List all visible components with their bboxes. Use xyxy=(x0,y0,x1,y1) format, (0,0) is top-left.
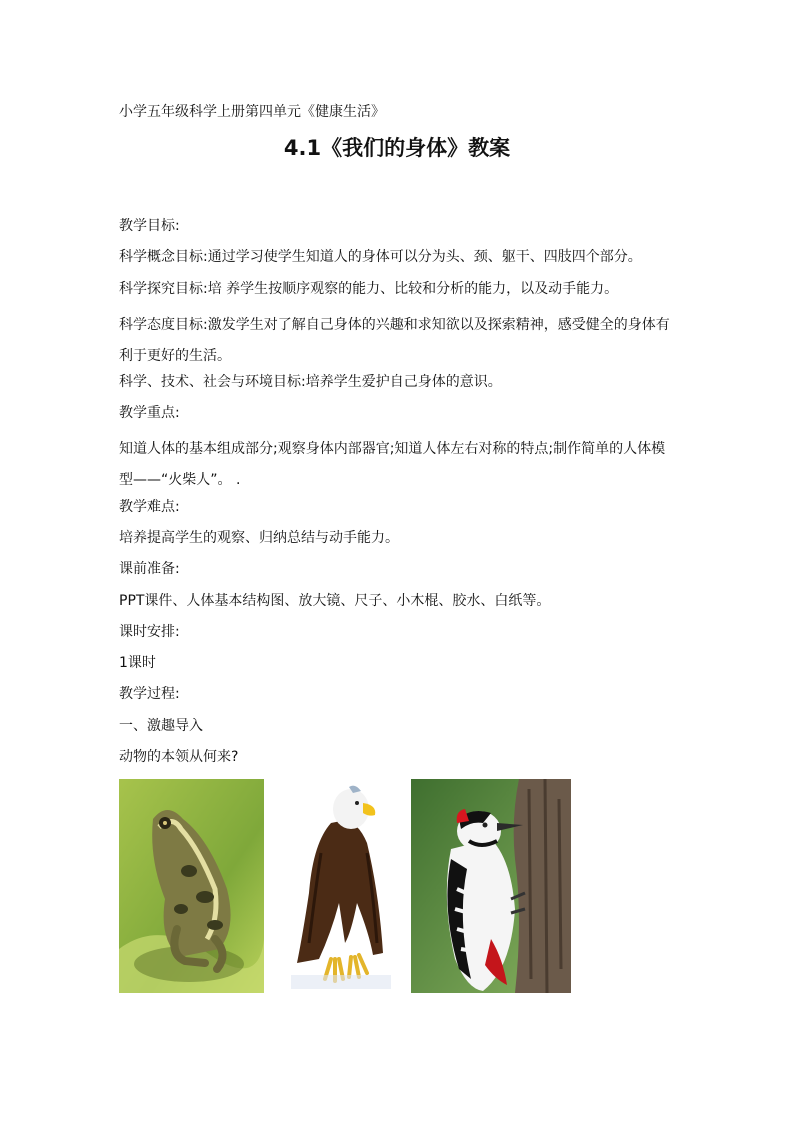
page-title: 4.1《我们的身体》教案 xyxy=(283,136,511,160)
prep-heading: 课前准备: xyxy=(119,561,180,577)
frog-image xyxy=(119,779,264,993)
question-text: 动物的本领从何来? xyxy=(119,749,239,765)
animal-images xyxy=(119,779,579,993)
unit-subtitle: 小学五年级科学上册第四单元《健康生活》 xyxy=(119,104,385,120)
process-heading: 教学过程: xyxy=(119,686,180,702)
goal-sts: 科学、技术、社会与环境目标:培养学生爱护自己身体的意识。 xyxy=(119,374,502,390)
section-heading: 一、激趣导入 xyxy=(119,718,203,734)
key-text: 知道人体的基本组成部分;观察身体内部器官;知道人体左右对称的特点;制作简单的人体模型——“火柴人”。 . xyxy=(119,441,666,488)
goal-attitude: 科学态度目标:激发学生对了解自己身体的兴趣和求知欲以及探索精神，感受健全的身体有利于更好的生活。 xyxy=(119,317,670,364)
goal-concept: 科学概念目标:通过学习使学生知道人的身体可以分为头、颈、躯干、四肢四个部分。 xyxy=(119,249,642,265)
woodpecker-image xyxy=(411,779,571,993)
goal-inquiry: 科学探究目标:培 养学生按顺序观察的能力、比较和分析的能力，以及动手能力。 xyxy=(119,281,619,297)
key-heading: 教学重点: xyxy=(119,405,180,421)
goals-heading: 教学目标: xyxy=(119,218,180,234)
difficulty-heading: 教学难点: xyxy=(119,499,180,515)
prep-text: PPT课件、人体基本结构图、放大镜、尺子、小木棍、胶水、白纸等。 xyxy=(119,593,551,609)
schedule-heading: 课时安排: xyxy=(119,624,180,640)
eagle-image xyxy=(291,783,391,997)
difficulty-text: 培养提高学生的观察、归纳总结与动手能力。 xyxy=(119,530,399,546)
schedule-text: 1课时 xyxy=(119,655,156,671)
